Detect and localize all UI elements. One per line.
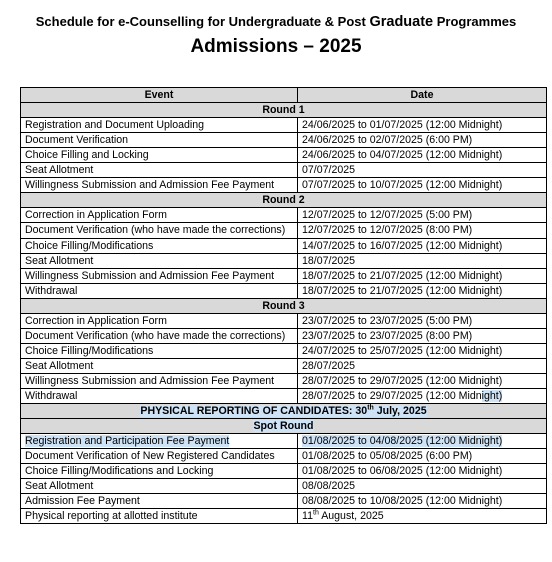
event-cell: Willingness Submission and Admission Fee Payment [21, 268, 298, 283]
document-header [0, 14, 552, 59]
date-cell: 01/08/2025 to 05/08/2025 (6:00 PM) [298, 449, 547, 464]
event-cell: Correction in Application Form [21, 313, 298, 328]
event-cell: Seat Allotment [21, 479, 298, 494]
date-cell: 24/06/2025 to 04/07/2025 (12:00 Midnight) [298, 148, 547, 163]
physical-reporting-row [21, 404, 547, 419]
round-1-header [21, 103, 547, 118]
table-row [21, 434, 547, 449]
event-cell: Seat Allotment [21, 163, 298, 178]
date-cell: 28/07/2025 to 29/07/2025 (12:00 Midnight) [298, 374, 547, 389]
event-cell: Choice Filling/Modifications [21, 238, 298, 253]
table-row [21, 449, 547, 464]
date-text: 28/07/2025 to 29/07/2025 (12:00 Midn [302, 390, 482, 402]
event-cell: Choice Filling/Modifications [21, 344, 298, 359]
round-title: Spot Round [21, 419, 547, 434]
date-cell: 08/08/2025 to 10/08/2025 (12:00 Midnight) [298, 494, 547, 509]
event-cell: Correction in Application Form [21, 208, 298, 223]
date-cell: 08/08/2025 [298, 479, 547, 494]
event-cell: Registration and Document Uploading [21, 118, 298, 133]
event-cell: Withdrawal [21, 283, 298, 298]
date-cell: 12/07/2025 to 12/07/2025 (8:00 PM) [298, 223, 547, 239]
table-row [21, 283, 547, 298]
round-2-header [21, 193, 547, 208]
event-cell: Willingness Submission and Admission Fee Payment [21, 374, 298, 389]
schedule-table [20, 87, 547, 524]
table-row [21, 148, 547, 163]
date-cell: 24/06/2025 to 01/07/2025 (12:00 Midnight) [298, 118, 547, 133]
date-cell: 24/07/2025 to 25/07/2025 (12:00 Midnight) [298, 344, 547, 359]
date-cell: 11th August, 2025 [298, 509, 547, 524]
date-cell: 24/06/2025 to 02/07/2025 (6:00 PM) [298, 133, 547, 148]
table-row [21, 268, 547, 283]
event-cell: Physical reporting at allotted institute [21, 509, 298, 524]
table-row [21, 374, 547, 389]
event-cell: Choice Filling/Modifications and Locking [21, 464, 298, 479]
date-cell: 14/07/2025 to 16/07/2025 (12:00 Midnight) [298, 238, 547, 253]
table-row [21, 479, 547, 494]
table-row [21, 344, 547, 359]
date-cell: 18/07/2025 to 21/07/2025 (12:00 Midnight) [298, 283, 547, 298]
date-cell: 18/07/2025 [298, 253, 547, 268]
table-row [21, 253, 547, 268]
event-cell: Document Verification (who have made the corrections) [21, 223, 298, 239]
table-row [21, 223, 547, 239]
date-cell: 23/07/2025 to 23/07/2025 (5:00 PM) [298, 313, 547, 328]
event-cell: Document Verification (who have made the corrections) [21, 328, 298, 344]
table-row [21, 208, 547, 223]
date-cell: 07/07/2025 [298, 163, 547, 178]
round-title: Round 3 [21, 298, 547, 313]
table-header-row [21, 88, 547, 103]
date-cell: 18/07/2025 to 21/07/2025 (12:00 Midnight) [298, 268, 547, 283]
table-row [21, 133, 547, 148]
table-row [21, 494, 547, 509]
document-subtitle: Schedule for e-Counselling for Undergraduate & Post Graduate Programmes [35, 14, 517, 30]
event-cell: Registration and Participation Fee Payment [21, 434, 298, 449]
physical-reporting-banner [21, 404, 547, 419]
date-cell [298, 389, 547, 404]
event-cell: Document Verification of New Registered Candidates [21, 449, 298, 464]
event-cell: Document Verification [21, 133, 298, 148]
table-row [21, 118, 547, 133]
event-cell: Withdrawal [21, 389, 298, 404]
event-cell: Admission Fee Payment [21, 494, 298, 509]
date-column-header: Date [298, 88, 547, 103]
table-row [21, 509, 547, 524]
table-row [21, 163, 547, 178]
round-title: Round 1 [21, 103, 547, 118]
table-row [21, 313, 547, 328]
table-row [21, 389, 547, 404]
document-title: Admissions – 2025 [190, 36, 362, 57]
event-cell: Seat Allotment [21, 359, 298, 374]
table-row [21, 178, 547, 193]
date-cell: 28/07/2025 [298, 359, 547, 374]
date-cell: 12/07/2025 to 12/07/2025 (5:00 PM) [298, 208, 547, 223]
event-column-header: Event [21, 88, 298, 103]
spot-round-header [21, 419, 547, 434]
event-cell: Choice Filling and Locking [21, 148, 298, 163]
event-cell: Willingness Submission and Admission Fee Payment [21, 178, 298, 193]
date-cell: 23/07/2025 to 23/07/2025 (8:00 PM) [298, 328, 547, 344]
table-row [21, 464, 547, 479]
round-title: Round 2 [21, 193, 547, 208]
round-3-header [21, 298, 547, 313]
event-cell: Seat Allotment [21, 253, 298, 268]
date-cell: 07/07/2025 to 10/07/2025 (12:00 Midnight) [298, 178, 547, 193]
physical-reporting-text: PHYSICAL REPORTING OF CANDIDATES: 30th July, 2025 [140, 404, 427, 417]
table-row [21, 238, 547, 253]
date-cell: 01/08/2025 to 06/08/2025 (12:00 Midnight) [298, 464, 547, 479]
date-text-highlighted: ight) [481, 390, 503, 402]
table-row [21, 328, 547, 344]
table-row [21, 359, 547, 374]
date-cell: 01/08/2025 to 04/08/2025 (12:00 Midnight) [298, 434, 547, 449]
